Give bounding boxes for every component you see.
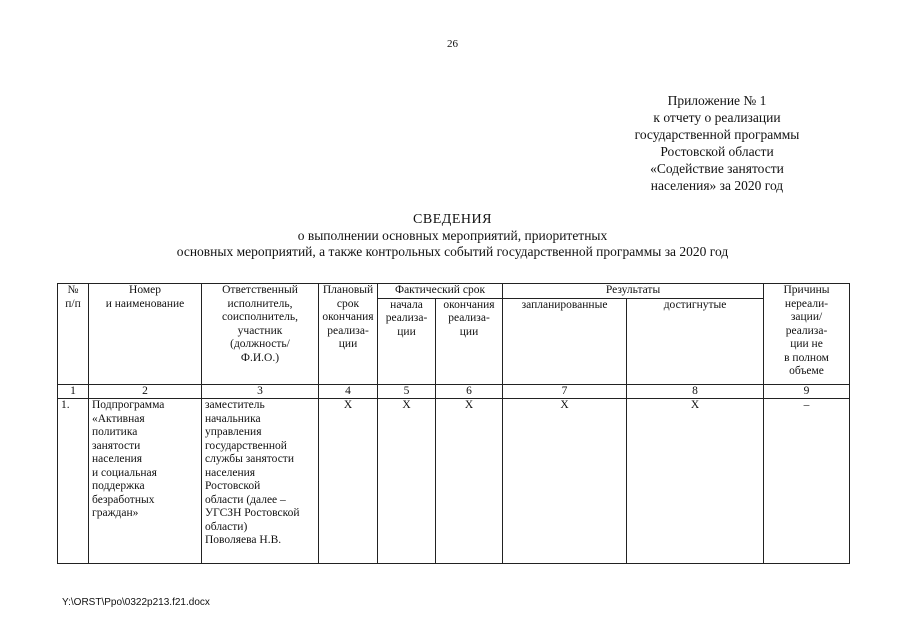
row-responsible: заместитель начальника управления государственной службы занятости населения Ростовской области (далее – УГСЗН Ростовской области) Поволяева Н.В. [202, 399, 319, 564]
header-col-actual-start: начала реализа- ции [378, 298, 436, 384]
row-planned-deadline: Х [319, 399, 378, 564]
header-group-results: Результаты [503, 284, 764, 299]
header-col-planned-deadline: Плановый срок окончания реализа- ции [319, 284, 378, 385]
column-number: 4 [319, 384, 378, 399]
column-number: 6 [436, 384, 503, 399]
table-row [58, 399, 850, 564]
header-col-number: № п/п [58, 284, 89, 385]
row-actual-start: Х [378, 399, 436, 564]
document-subtitle-line: о выполнении основных мероприятий, приоритетных [297, 228, 608, 243]
header-row-1 [58, 284, 850, 299]
appendix-line: «Содействие занятости [650, 161, 784, 176]
row-number: 1. [58, 399, 89, 564]
appendix-line: государственной программы [634, 127, 800, 142]
column-number: 9 [764, 384, 850, 399]
row-results-planned: Х [503, 399, 627, 564]
document-title-block [0, 212, 905, 260]
header-col-results-planned: запланированные [503, 298, 627, 384]
column-number: 3 [202, 384, 319, 399]
row-name: Подпрограмма «Активная политика занятости населения и социальная поддержка безработных граждан» [89, 399, 202, 564]
column-number: 1 [58, 384, 89, 399]
appendix-heading [597, 92, 837, 194]
row-results-achieved: Х [627, 399, 764, 564]
appendix-line: Ростовской области [660, 144, 774, 159]
column-number-row [58, 384, 850, 399]
header-col-reasons: Причины нереали- зации/ реализа- ции не в полном объеме [764, 284, 850, 385]
header-col-responsible: Ответственный исполнитель, соисполнитель, участник (должность/ Ф.И.О.) [202, 284, 319, 385]
column-number: 5 [378, 384, 436, 399]
column-number: 7 [503, 384, 627, 399]
row-reasons: – [764, 399, 850, 564]
column-number: 8 [627, 384, 764, 399]
appendix-line: к отчету о реализации [653, 110, 781, 125]
file-path-footer: Y:\ORST\Ppo\0322p213.f21.docx [62, 597, 210, 608]
row-actual-end: Х [436, 399, 503, 564]
header-col-actual-end: окончания реализа- ции [436, 298, 503, 384]
header-group-actual-deadline: Фактический срок [378, 284, 503, 299]
header-col-name: Номер и наименование [89, 284, 202, 385]
appendix-line: населения» за 2020 год [650, 178, 784, 193]
column-number: 2 [89, 384, 202, 399]
appendix-line: Приложение № 1 [667, 93, 767, 108]
page-number: 26 [447, 38, 458, 50]
activities-table [57, 283, 850, 564]
document-subtitle-line: основных мероприятий, а также контрольных событий государственной программы за 2020 год [176, 244, 729, 259]
header-col-results-achieved: достигнутые [627, 298, 764, 384]
document-title: СВЕДЕНИЯ [413, 212, 492, 227]
